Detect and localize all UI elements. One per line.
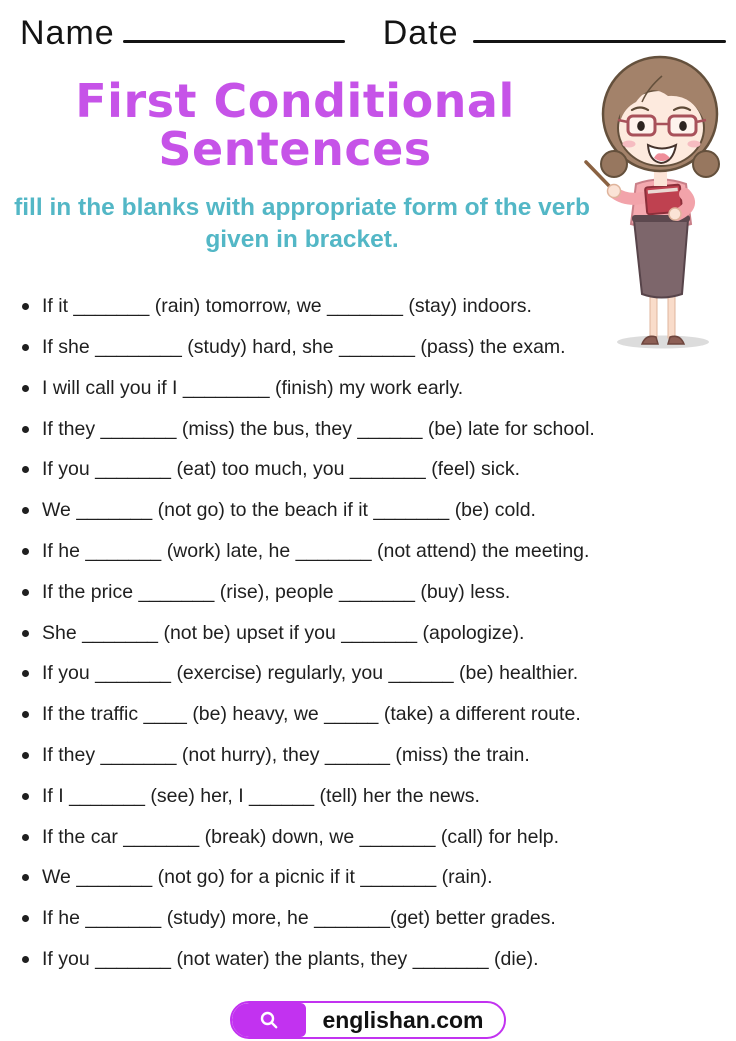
bullet-icon [22, 874, 29, 881]
sentence-list [0, 286, 736, 980]
name-label: Name [20, 14, 115, 53]
bullet-icon [22, 589, 29, 596]
bullet-icon [22, 507, 29, 514]
sentence-item-2: If she ________ (study) hard, she _______ (pass) the exam. [22, 327, 736, 368]
sentence-item-3: I will call you if I ________ (finish) my work early. [22, 368, 736, 409]
instructions-text: fill in the blanks with appropriate form of the verb given in bracket. [14, 193, 590, 253]
bullet-icon [22, 385, 29, 392]
title-line-1: First Conditional [75, 74, 515, 128]
sentence-item-9: She _______ (not be) upset if you _______ (apologize). [22, 613, 736, 654]
sentence-item-6: We _______ (not go) to the beach if it _______ (be) cold. [22, 490, 736, 531]
worksheet-title [0, 74, 590, 176]
bullet-icon [22, 956, 29, 963]
sentence-item-16: If he _______ (study) more, he _______(get) better grades. [22, 898, 736, 939]
bullet-icon [22, 915, 29, 922]
site-badge[interactable] [230, 1001, 505, 1039]
sentence-item-7: If he _______ (work) late, he _______ (not attend) the meeting. [22, 531, 736, 572]
sentence-item-17: If you _______ (not water) the plants, they _______ (die). [22, 939, 736, 980]
sentence-item-8: If the price _______ (rise), people _______ (buy) less. [22, 572, 736, 613]
bullet-icon [22, 670, 29, 677]
footer [0, 1001, 736, 1039]
bullet-icon [22, 548, 29, 555]
bullet-icon [22, 303, 29, 310]
sentence-item-11: If the traffic ____ (be) heavy, we _____ (take) a different route. [22, 694, 736, 735]
sentence-item-14: If the car _______ (break) down, we _______ (call) for help. [22, 817, 736, 858]
name-fill-line [123, 40, 345, 44]
bullet-icon [22, 752, 29, 759]
bullet-icon [22, 711, 29, 718]
date-fill-line [473, 40, 726, 44]
bullet-icon [22, 426, 29, 433]
bullet-icon [22, 793, 29, 800]
sentence-item-1: If it _______ (rain) tomorrow, we _______ (stay) indoors. [22, 286, 736, 327]
bullet-icon [22, 466, 29, 473]
sentence-item-13: If I _______ (see) her, I ______ (tell) her the news. [22, 776, 736, 817]
sentence-item-5: If you _______ (eat) too much, you _______ (feel) sick. [22, 450, 736, 491]
search-icon [232, 1003, 306, 1037]
date-label: Date [382, 14, 459, 53]
header [0, 0, 736, 52]
sentence-item-15: We _______ (not go) for a picnic if it _______ (rain). [22, 857, 736, 898]
sentence-item-4: If they _______ (miss) the bus, they ______ (be) late for school. [22, 409, 736, 450]
bullet-icon [22, 834, 29, 841]
site-label: englishan.com [322, 1006, 484, 1033]
bullet-icon [22, 630, 29, 637]
title-line-2: Sentences [158, 121, 432, 176]
bullet-icon [22, 344, 29, 351]
sentence-item-12: If they _______ (not hurry), they ______ (miss) the train. [22, 735, 736, 776]
sentence-item-10: If you _______ (exercise) regularly, you ______ (be) healthier. [22, 653, 736, 694]
